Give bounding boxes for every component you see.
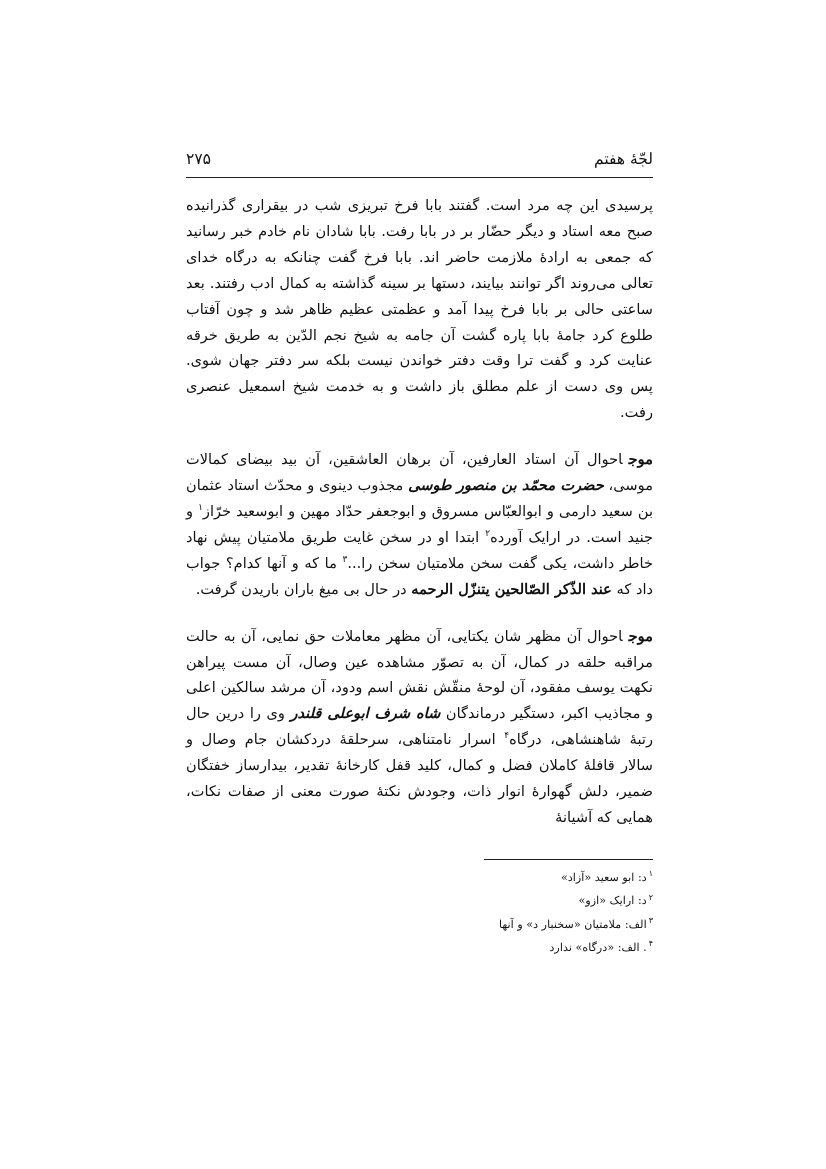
footnote-ref: ۲ [485,529,491,540]
footnote-2 [186,889,653,912]
paragraph-text: احوال آن استاد العارفین، آن برهان العاشقین، آن بید بیضای کمالات موسی، [186,451,654,495]
footnote-text: . الف: «درگاه» ندارد [549,940,647,954]
footnote-ref: ۱ [198,503,203,514]
footnote-number: ۲ [648,892,653,902]
footnote-text: د: ارایک «ازو» [578,894,647,908]
footnote-number: ۳ [648,915,653,925]
paragraph-text: اسرار نامتناهی، سرحلقهٔ دردکشان جام وصال و سالار قافلهٔ کاملان فضل و کمال، کلید قفل کارخانهٔ تقدیر، بیدارساز خفتگان ضمیر، دلش گهوارهٔ انوار ذات، وجودش نکتهٔ صورت معنی از صفات نکات، همایی که آشیانهٔ [186,731,653,826]
footnote-ref: ۴ [504,731,510,742]
footnote-rule [484,859,653,860]
paragraph-2 [186,447,653,602]
arabic-quote: عند الذّکر الصّالحین یتنزّل الرحمه [411,580,612,598]
running-header [186,150,653,178]
footnote-3 [186,913,653,936]
footnote-number: ۱ [648,869,653,879]
paragraph-text: وی را درین حال رتبهٔ شاهنشاهی، درگاه [186,705,653,749]
footnote-number: ۴ [648,939,653,949]
paragraph-text: ما که و آنها کدام؟ جواب داد که [186,554,653,598]
paragraph-text: و جنید است. در ارایک آورده [186,502,654,546]
paragraph-label: موج [628,627,653,645]
header-rule [186,177,653,178]
paragraph-1: پرسیدی این چه مرد است. گفتند بابا فرخ تبریزی شب در بیقراری گذرانیده صبح معه استاد و دیگر حضّار بر در بابا رفت. بابا شادان نام خادم خبر رسانید که جمعی به ارادهٔ ملازمت حاضر اند. بابا فرخ گفت چنانکه به درگاه خدای تعالی می‌روند اگر توانند بیایند، دستها بر سینه گذاشته به کمال ادب رفتند. بعد ساعتی حالی بر بابا فرخ پیدا آمد و عظمتی عظیم ظاهر شد و چون آفتاب طلوع کرد جامهٔ بابا پاره گشت آن جامه به شیخ نجم الدّین به طریق خرقه عنایت کرد و گفت ترا وقت دفتر خواندن نیست بلکه سر دفتر جهان شوی. پس وی دست از علم مطلق باز داشت و به خدمت شیخ اسمعیل عنصری رفت. [186,197,653,422]
chapter-title: لجّهٔ هفتم [594,150,653,168]
paragraph-text: احوال آن مظهر شان یکتایی، آن مظهر معاملات حق نمایی، آن به حالت مراقبه حلقه در کمال، آن به تصوّر مشاهده عین وصال، آن مست پیراهن نکهت یوسف مفقود، آن لوحهٔ منقّش نقش اسم ودود، آن مرشد سالکین اعلی و مجاذیب اکبر، دستگیر درماندگان [186,627,654,723]
main-text [186,193,653,831]
paragraph-label: موج [628,451,653,469]
paragraph-text: مجذوب دینوی و محدّث استاد عثمان بن سعید دارمی و ابوالعبّاس مسروق و ابوجعفر حدّاد مهین و ابوسعید خرّاز [186,477,654,520]
paragraph-text: در حال بی میغ باران باریدن گرفت. [195,580,407,598]
footnotes [186,866,653,959]
paragraph-text: ابتدا او در سخن غایت طریق ملامتیان پیش نهاد خاطر داشت، یکی گفت سخن ملامتیان سخن را... [186,528,653,572]
footnote-1 [186,866,653,889]
footnote-text: الف: ملامتیان «سخنبار د» و آنها [498,917,647,931]
footnote-4 [186,936,653,959]
paragraph-3 [186,624,653,831]
person-name: حضرت محمّد بن منصور طوسی [408,477,604,495]
person-name: شاه شرف ابوعلی قلندر [290,705,441,723]
footnote-ref: ۳ [342,554,348,565]
footnote-text: د: ابو سعید «آزاد» [560,871,647,884]
page-number: ۲۷۵ [186,150,211,168]
